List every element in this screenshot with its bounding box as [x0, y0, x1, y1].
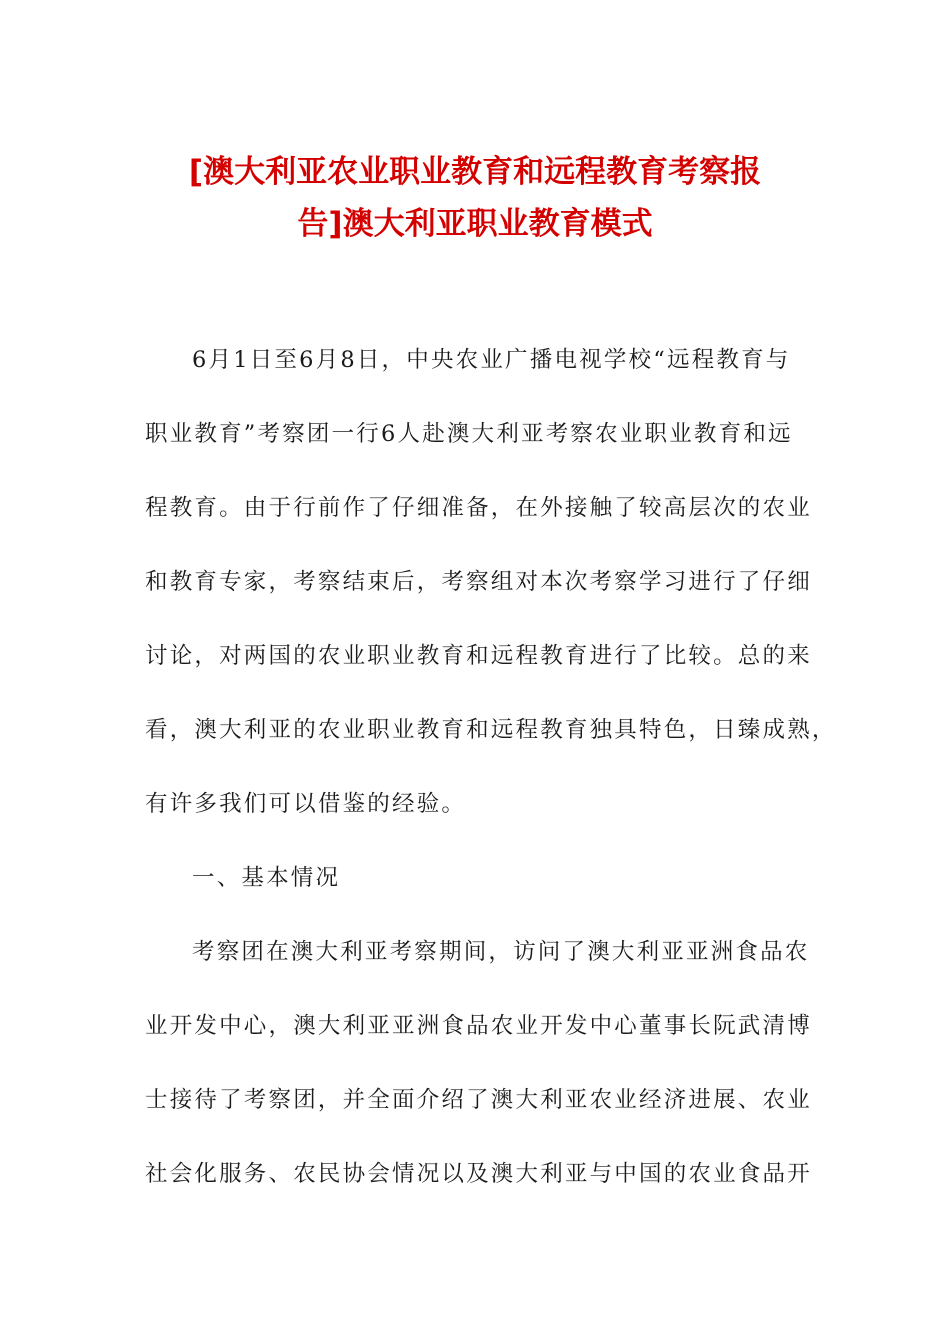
document-body — [145, 323, 837, 1211]
paragraph-1-line: 讨论，对两国的农业职业教育和远程教育进行了比较。总的来 — [145, 643, 812, 669]
paragraph-1-line: 有许多我们可以借鉴的经验。 — [145, 791, 467, 817]
document-title — [140, 146, 810, 250]
paragraph-2-line: 考察团在澳大利亚考察期间，访问了澳大利亚亚洲食品农 — [192, 939, 810, 965]
paragraph-2-line: 业开发中心，澳大利亚亚洲食品农业开发中心董事长阮武清博 — [145, 1013, 812, 1039]
paragraph-1-line: 看，澳大利亚的农业职业教育和远程教育独具特色，日臻成熟， — [145, 717, 837, 743]
paragraph-1-line: 6月1日至6月8日，中央农业广播电视学校“远程教育与 — [192, 347, 791, 373]
paragraph-2-line: 士接待了考察团，并全面介绍了澳大利亚农业经济进展、农业 — [145, 1087, 812, 1113]
title-line-2: 告]澳大利亚职业教育模式 — [297, 206, 653, 242]
paragraph-2-line: 社会化服务、农民协会情况以及澳大利亚与中国的农业食品开 — [145, 1161, 812, 1187]
title-line-1: [澳大利亚农业职业教育和远程教育考察报 — [188, 154, 762, 190]
paragraph-1-line: 程教育。由于行前作了仔细准备，在外接触了较高层次的农业 — [145, 495, 812, 521]
paragraph-1-line: 职业教育”考察团一行6人赴澳大利亚考察农业职业教育和远 — [145, 421, 793, 447]
section-heading: 一、基本情况 — [192, 865, 341, 891]
paragraph-1-line: 和教育专家，考察结束后，考察组对本次考察学习进行了仔细 — [145, 569, 812, 595]
